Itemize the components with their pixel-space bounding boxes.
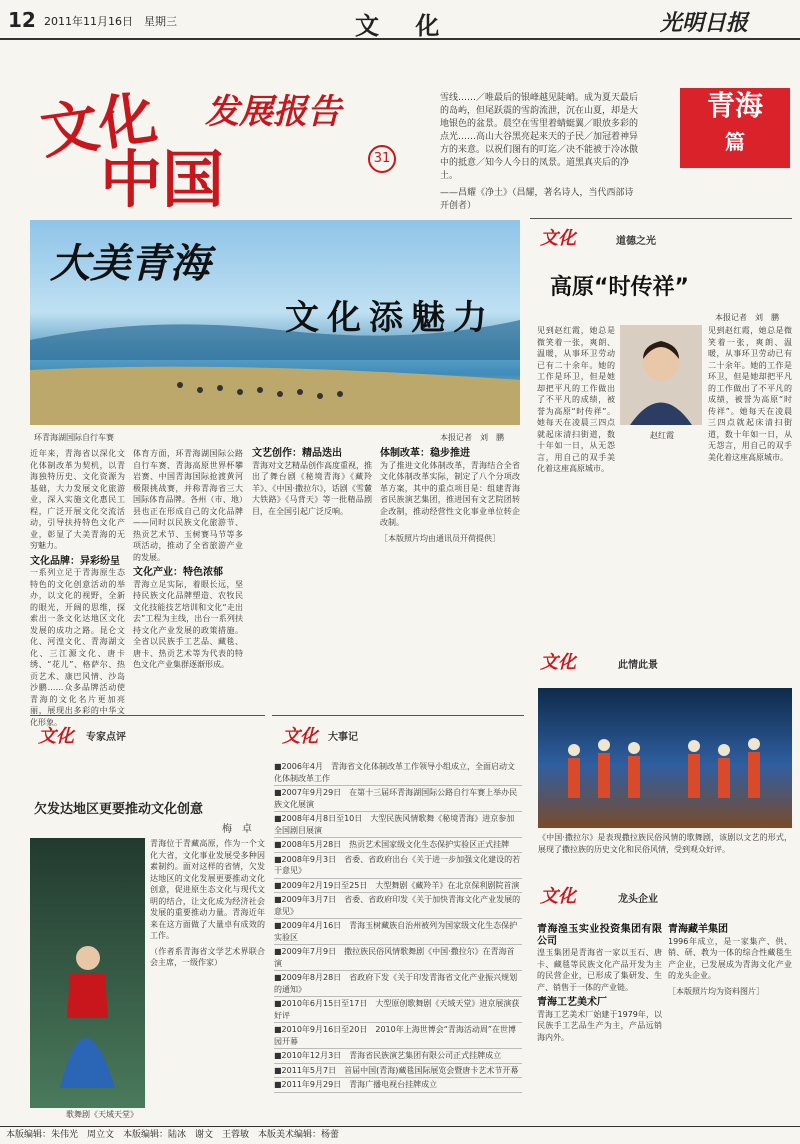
event-item: ■2006年4月 青海省文化体制改革工作领导小组成立，全面启动文化体制改革工作 [274,760,522,786]
event-item: ■2009年3月7日 省委、省政府印发《关于加快青海文化产业发展的意见》 [274,893,522,919]
expert-body-text: 青海位于青藏高原，作为一个文化大省，文化事业发展受多种因素制约。面对这样的省情，欠发达地区的文化发展更要推动文化创意，促进原生态文化与现代文明的结合，让文化成为经济社会发展的重要推动力量。青海近年来在这方面做了大量卓有成效的工作。 [150,839,265,940]
event-item: ■2009年8月28日 省政府下发《关于印发青海省文化产业振兴规划的通知》 [274,971,522,997]
masthead-logo: 光明日报 [660,10,749,36]
daode-body-2: 见到赵红霞，她总是微笑着一张，爽朗、温暖，从事环卫劳动已有二十余年。她的工作是环卫，但是她却把平凡的工作做出了不平凡的成绩，被誉为高原“时传祥”。她每天在凌晨三四点就起床清扫街道，数十年如一日，从无怨言，用自己的双手美化着这座高原城市。 [708,326,792,462]
event-item: ■2008年5月28日 热贡艺术国家级文化生态保护实验区正式挂牌 [274,838,522,853]
article-col-2 [133,448,243,706]
wenhua-logo: 文化 [36,83,161,167]
s1-body: 一系列立足于青海原生态特色的文化创意活动的举办，以文化的视野，全新的眼光，开阔的思维，探索出一条文化达地区文化发展的成功之路。昆仑文化、河湟文化、青海湖文化、三江源文化、唐卡绣、“花儿”、格萨尔、热贡艺术、康巴风情、沙岛沙鹏……众多品牌活动使青海的文化名片更加亮丽，展现出多彩的中华文化形象。 [30,568,125,727]
daode-logo: 文化 [540,228,576,249]
zhongguo-logo: 中国 [100,143,225,216]
s2-body: 体育方面，环青海湖国际公路自行车赛、青海高原世界杯攀岩赛、中国青海国际抢渡黄河极限挑战赛，并称青海省三大国际体育品牌。各州（市、地）县也正在形成自己的文化品牌——同时以民族文化旅游节、热贡艺术节、玉树赛马节等多项活动，推动了全省旅游产业的发展。 [133,449,243,562]
event-item: ■2008年4月8日至10日 大型民族风情歌舞《秘境青海》进京参加全国剧目展演 [274,812,522,838]
dragon-col-1 [537,924,662,1119]
event-item: ■2009年4月16日 青海玉树藏族自治州被列为国家级文化生态保护实验区 [274,919,522,945]
photo-credit: ［本版照片均由通讯员开荷提供］ [380,533,500,543]
s4-head: 文艺创作：精品迭出 [252,448,342,459]
co1-name: 青海湟玉实业投资集团有限公司 [537,924,662,947]
event-item: ■2011年5月7日 首届中国(青海)藏毯国际展览会暨唐卡艺术节开幕 [274,1064,522,1079]
stage-image [538,688,792,828]
expert-logo: 文化 [38,726,74,747]
portrait-image [620,325,702,425]
stage-photo [538,688,792,828]
co2-body: 青海工艺美术厂始建于1979年，以民族手工艺品生产为主，产品远销海内外。 [537,1009,662,1042]
photo-logo: 文化 [540,652,576,673]
stage-caption: 《中国·撒拉尔》是表现撒拉族民俗风情的歌舞剧，该剧以文艺的形式，展现了撒拉族的历史文化和民俗风情，受到观众好评。 [538,833,792,854]
daode-tag: 道德之光 [616,236,656,247]
event-item: ■2011年9月29日 青海广播电视台挂牌成立 [274,1078,522,1093]
portrait-caption: 赵红霞 [650,431,674,440]
qinghai-line1: 青海 [706,89,763,122]
event-item: ■2010年6月15日至17日 大型原创歌舞剧《天域天堂》进京展演获好评 [274,997,522,1023]
event-item: ■2009年7月9日 撒拉族民俗风情歌舞剧《中国·撒拉尔》在青海首演 [274,945,522,971]
footer-credits: 本版编辑：朱伟光 周立文 本版编辑：陆冰 谢文 王蓉敏 本版美术编辑：杨蕾 [0,1126,800,1143]
expert-rule [30,715,265,716]
article-col-3 [252,448,372,706]
issue-number: 31 [368,145,396,173]
s3-body: 青海立足实际，着眼长远，坚持民族文化品牌塑造、农牧民文化技能技艺培训和文化“走出去”工程为主线，出台一系列扶持文化产业发展的政策措施。全省以民族手工艺品、藏毯、唐卡、热贡艺术等为代表的特色文化产业集群逐渐形成。 [133,579,243,669]
photo-tag: 此情此景 [618,660,658,671]
event-item: ■2010年9月16日至20日 2010年上海世博会“青海活动周”在世博园开幕 [274,1023,522,1049]
daode-title: 高原“时传祥” [550,275,689,300]
portrait-photo [620,325,702,425]
banner-caption: 环青海湖国际自行车赛 [34,433,114,442]
poem-quote [440,92,640,213]
events-timeline [274,760,522,1093]
s1-head: 文化品牌：异彩纷呈 [30,555,120,567]
qinghai-badge [680,88,790,168]
dragon-note: ［本版照片均为资料图片］ [668,986,764,996]
dance-image [30,838,145,1108]
co2-name: 青海工艺美术厂 [537,997,607,1008]
s5-head: 体制改革：稳步推进 [380,448,470,459]
co1-body: 湟玉集团是青海省一家以玉石、唐卡、藏毯等民族文化产品开发为主的民营企业，已形成了集研发、生产、销售于一体的产业链。 [537,948,662,992]
daode-byline: 本报记者 刘 鹏 [715,313,779,322]
page-number: 12 [8,8,36,32]
dance-photo [30,838,145,1108]
co3-body: 1996年成立，是一家集产、供、销、研、教为一体的综合性藏毯生产企业，已发展成为青海文化产业的龙头企业。 [668,936,792,980]
event-item: ■2007年9月29日 在第十三届环青海湖国际公路自行车赛上举办民族文化展演 [274,786,522,812]
expert-author: 梅 卓 [222,824,252,835]
intro-text: 近年来，青海省以深化文化体制改革为契机，以青海独特历史、文化资源为基础，大力发展文化旅游业，深入实施文化惠民工程，广泛开展文化交流活动，引导扶持特色文化产业，彰显了大美青海的无穷魅力。 [30,449,125,550]
dragon-logo: 文化 [540,886,576,907]
events-rule [272,715,524,716]
banner-subtitle: 文化添魅力 [285,298,495,338]
banner-byline: 本报记者 刘 鹏 [440,433,504,442]
dance-caption: 歌舞剧《天域天堂》 [66,1110,138,1119]
event-item: ■2010年12月3日 青海省民族演艺集团有限公司正式挂牌成立 [274,1049,522,1064]
section-title: 文 化 [355,12,454,40]
poem-text: 雪线……／唯最后的银峰越见陡峭。成为夏天最后的岛屿，但尾跃震的雪韵流泄，沉在山夏，却是大地银色的盆景。晨空在雪里着蜻蜓翼／眼放多彩的点光……高山大谷黑亮起来天的子民／加冠着神异方的来意。以祝们图有的叮迄／决不能被于冷冰傲中的抵意／知今人今日的凤景。道黑真夹后的净土。 [440,93,639,181]
article-col-1 [30,448,125,727]
s5-body: 为了推进文化体制改革，青海结合全省文化体制改革实际，制定了八个分项改革方案，其中的重点项目是：组建青海省民族演艺集团，推进国有文艺院团转企改制，推动经营性文化事业单位转企改制。 [380,460,520,527]
qinghai-line2: 篇 [725,130,745,154]
events-tag: 大事记 [328,732,358,743]
issue-date: 2011年11月16日 星期三 [44,15,177,28]
event-item: ■2009年2月19日至25日 大型舞剧《藏羚羊》在北京保利剧院首演 [274,879,522,894]
poem-author: ——昌耀《净土》（昌耀，著名诗人，当代西部诗开创者） [440,188,634,211]
s4-body: 青海对文艺精品创作高度重视，推出了舞台剧《秘境青海》《藏羚羊》、《中国·撒拉尔》，话剧《雪麓大铁路》《马背天》等一批精品剧目，在全国引起广泛反响。 [252,460,372,516]
dragon-tag: 龙头企业 [618,894,658,905]
daode-rule [530,218,792,219]
event-item: ■2008年9月3日 省委、省政府出台《关于进一步加强文化建设的若干意见》 [274,853,522,879]
s3-head: 文化产业：特色浓郁 [133,567,223,578]
article-col-4 [380,448,520,706]
banner-title: 大美青海 [50,240,210,287]
expert-tag: 专家点评 [86,732,126,743]
expert-body [150,838,265,1110]
daode-body-1: 见到赵红霞，她总是微笑着一张，爽朗、温暖，从事环卫劳动已有二十余年。她的工作是环卫，但是她却把平凡的工作做出了不平凡的成绩，被誉为高原“时传祥”。她每天在凌晨三四点就起床清扫街道，数十年如一日，从无怨言，用自己的双手美化着这座高原城市。 [537,326,615,473]
dragon-col-2 [668,924,792,1119]
co3-name: 青海藏羊集团 [668,924,728,935]
report-title: 发展报告 [205,92,341,132]
expert-note: （作者系青海省文学艺术界联合会主席，一级作家） [150,946,265,967]
events-logo: 文化 [282,726,318,747]
expert-title: 欠发达地区更要推动文化创意 [34,802,204,817]
